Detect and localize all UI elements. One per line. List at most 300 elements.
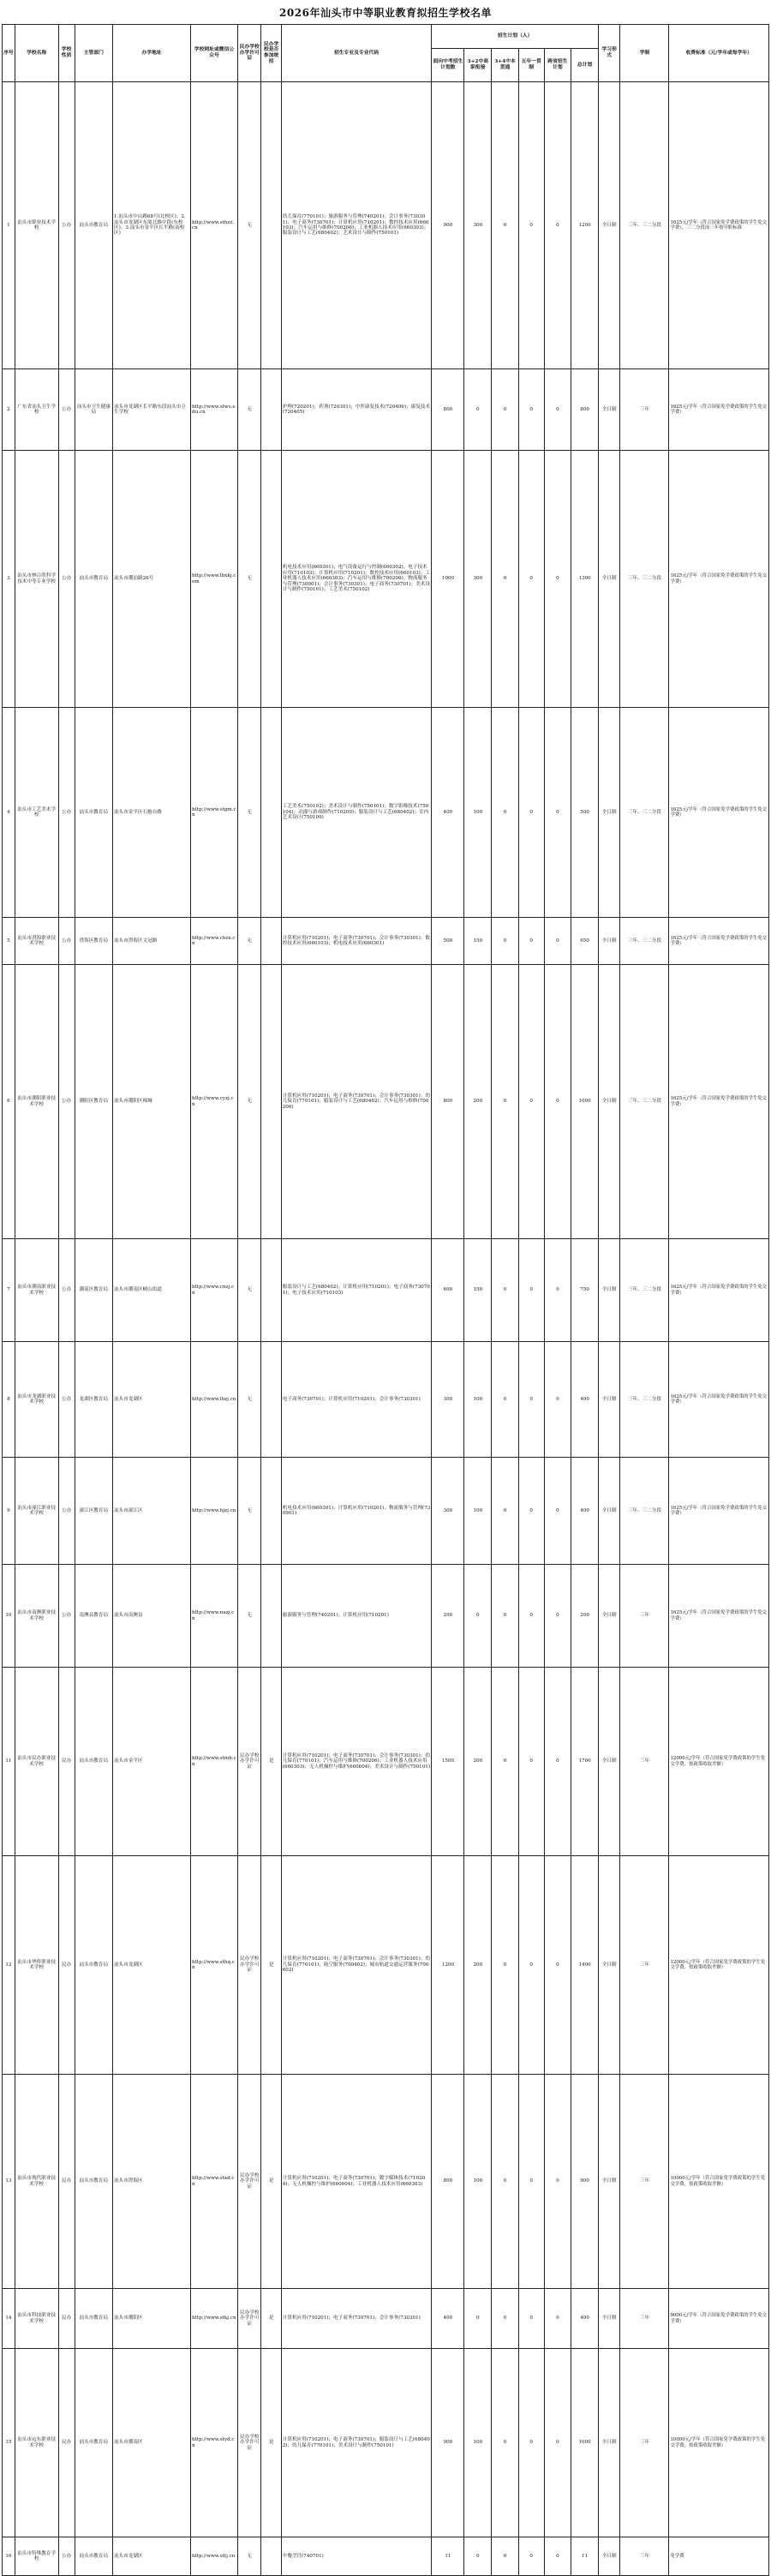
cell-plan-34: 0 [492,1668,519,1856]
cell-level: 民办 [58,1668,75,1856]
cell-plan-cross: 0 [544,82,571,369]
cell-plan-five: 0 [518,1239,544,1342]
cell-address: 汕头市龙湖区 [113,1856,191,2075]
cell-joint: 是 [261,2349,281,2537]
header-notice: 民办学校办学许可证 [237,25,261,82]
cell-plan-34: 0 [492,82,519,369]
cell-plan-34: 0 [492,1565,519,1668]
cell-plan-32: 100 [464,1342,492,1458]
cell-plan-34: 0 [492,965,519,1239]
cell-dept: 潮南区教育局 [75,1239,112,1342]
cell-school: 汕头市现代职业技术学校 [15,2075,58,2289]
cell-fee: 12000元/学年（符合国家免学费政策的学生免交学费，按政策收取差额） [669,1856,769,2075]
cell-plan-cross: 0 [544,2349,571,2537]
cell-dept: 汕头市卫生健康局 [75,369,112,451]
cell-level: 民办 [58,2349,75,2537]
cell-majors: 计算机应用(710201)；电子商务(730701)；数字媒体技术(710204)；无人机操控与维护(660604)；工业机器人技术应用(660303) [281,2075,432,2289]
cell-school: 汕头市潮阳职业技术学校 [15,965,58,1239]
cell-dept: 潮阳区教育局 [75,965,112,1239]
cell-dept: 汕头市教育局 [75,2289,112,2349]
cell-plan-34: 0 [492,1342,519,1458]
cell-plan-34: 0 [492,2349,519,2537]
cell-joint: 是 [261,1856,281,2075]
cell-website: http://www.hjzj.cn [190,1458,237,1565]
cell-dept: 汕头市教育局 [75,1668,112,1856]
cell-plan-exam: 400 [432,2289,464,2349]
cell-fee: 9000元/学年（符合国家免学费政策的学生免交学费） [669,2289,769,2349]
cell-website: http://www.cnzj.cn [190,1239,237,1342]
page-title: 2026年汕头市中等职业教育拟招生学校名单 [279,7,492,19]
cell-school: 汕头市特殊教育学校 [15,2537,58,2576]
cell-address: 汕头市澄海区 [113,2075,191,2289]
cell-mode: 全日制 [598,82,619,369]
cell-fee: 10000元/学年（符合国家免学费政策的学生免交学费，按政策收取差额） [669,2075,769,2289]
table-row [3,451,769,708]
cell-notice: 民办学校办学许可证 [237,2349,261,2537]
cell-fee: 1625元/学年（符合国家免学费政策的学生免交学费） [669,965,769,1239]
cell-school: 汕头市濠江职业技术学校 [15,1458,58,1565]
cell-plan-exam: 300 [432,1458,464,1565]
table-row [3,2075,769,2289]
cell-years: 三年 [620,2537,669,2576]
cell-plan-total: 200 [571,1565,599,1668]
cell-majors: 中餐烹饪(740701) [281,2537,432,2576]
table-row [3,708,769,918]
cell-notice: 民办学校办学许可证 [237,2289,261,2349]
cell-notice: 无 [237,2537,261,2576]
cell-dept: 汕头市教育局 [75,2075,112,2289]
cell-mode: 全日制 [598,1239,619,1342]
header-dept: 主管部门 [75,25,112,82]
cell-mode: 全日制 [598,708,619,918]
cell-plan-five: 0 [518,2289,544,2349]
cell-dept: 汕头市教育局 [75,2349,112,2537]
cell-plan-cross: 0 [544,451,571,708]
cell-fee: 1625元/学年（符合国家免学费政策的学生免交学费） [669,708,769,918]
cell-plan-five: 0 [518,82,544,369]
header-seq: 序号 [3,25,15,82]
cell-level: 民办 [58,1856,75,2075]
cell-plan-total: 1400 [571,1856,599,2075]
cell-seq: 8 [3,1342,15,1458]
cell-plan-exam: 900 [432,2349,464,2537]
cell-joint [261,918,281,965]
cell-joint [261,451,281,708]
cell-joint [261,1458,281,1565]
cell-seq: 12 [3,1856,15,2075]
cell-fee: 免学费 [669,2537,769,2576]
cell-majors: 机电技术应用(660301)；计算机应用(710201)；物流服务与管理(730901) [281,1458,432,1565]
cell-plan-total: 400 [571,1342,599,1458]
cell-mode: 全日制 [598,369,619,451]
cell-plan-cross: 0 [544,1342,571,1458]
cell-level: 公办 [58,918,75,965]
cell-plan-five: 0 [518,965,544,1239]
cell-majors: 计算机应用(710201)；电子商务(730701)；会计事务(730301)；幼儿保育(770101)；汽车运用与维修(700206)；工业机器人技术应用(660303)；无人机操控与维护(660604)；美术设计与制作(750101) [281,1668,432,1856]
cell-years: 三年 [620,1856,669,2075]
cell-seq: 3 [3,451,15,708]
header-website: 学校网址或微信公众号 [190,25,237,82]
cell-level: 公办 [58,2537,75,2576]
header-joint: 民办学校是否参加统招 [261,25,281,82]
cell-fee: 1625元/学年（符合国家免学费政策的学生免交学费） [669,451,769,708]
cell-school: 汕头市林百欣科学技术中等专业学校 [15,451,58,708]
cell-plan-34: 0 [492,2075,519,2289]
cell-plan-total: 1000 [571,2349,599,2537]
cell-years: 三年 [620,2349,669,2537]
cell-joint: 是 [261,1668,281,1856]
cell-website: http://www.sthq.cn [190,1856,237,2075]
cell-level: 公办 [58,1239,75,1342]
cell-school: 汕头市科技职业技术学校 [15,2289,58,2349]
cell-website: http://www.lhzj.cn [190,1342,237,1458]
cell-seq: 14 [3,2289,15,2349]
cell-plan-exam: 400 [432,708,464,918]
cell-plan-total: 1200 [571,82,599,369]
header-years: 学制 [620,25,669,82]
cell-years: 三年 [620,1668,669,1856]
cell-mode: 全日制 [598,1565,619,1668]
cell-majors: 计算机应用(710201)；电子商务(730701)；服装设计与工艺(680402)；幼儿保育(770101)；美术设计与制作(750101) [281,2349,432,2537]
cell-plan-exam: 1500 [432,1668,464,1856]
cell-website: http://www.stgm.cn [190,708,237,918]
cell-notice: 民办学校办学许可证 [237,1856,261,2075]
cell-fee: 1625元/学年（符合国家免学费政策的学生免交学费） [669,1565,769,1668]
header-mode: 学习形式 [598,25,619,82]
cell-notice: 无 [237,918,261,965]
header-school: 学校名称 [15,25,58,82]
cell-website: http://www.stkj.cn [190,2289,237,2349]
cell-plan-cross: 0 [544,965,571,1239]
cell-notice: 无 [237,369,261,451]
cell-dept: 南澳县教育局 [75,1565,112,1668]
header-address: 办学地址 [113,25,191,82]
cell-plan-total: 650 [571,918,599,965]
table-row [3,1565,769,1668]
cell-plan-32: 100 [464,1458,492,1565]
cell-plan-32: 100 [464,708,492,918]
cell-seq: 10 [3,1565,15,1668]
cell-school: 汕头市民办职业技术学校 [15,1668,58,1856]
cell-plan-five: 0 [518,369,544,451]
cell-majors: 幼儿保育(770101)；旅游服务与管理(740201)；会计事务(730301)；电子商务(730701)；计算机应用(710201)；数控技术应用(660103)；汽车运用与维修(700206)；工业机器人技术应用(660303)；服装设计与工艺(680402)；艺术设计与制作(750101) [281,82,432,369]
cell-years: 三年、三二分段 [620,451,669,708]
table-row [3,369,769,451]
cell-mode: 全日制 [598,2537,619,2576]
cell-level: 公办 [58,1458,75,1565]
cell-plan-exam: 800 [432,369,464,451]
cell-joint [261,82,281,369]
cell-school: 汕头市职业技术学校 [15,82,58,369]
cell-website: http://www.lbxkj.com [190,451,237,708]
cell-majors: 护理(720201)；药剂(720301)；中医康复技术(720406)；康复技术(720405) [281,369,432,451]
cell-plan-cross: 0 [544,918,571,965]
cell-years: 三年、三二分段 [620,1342,669,1458]
cell-plan-34: 0 [492,1856,519,2075]
header-plan-col: 跨省招生计划 [544,49,571,82]
cell-joint [261,369,281,451]
cell-plan-32: 200 [464,965,492,1239]
cell-plan-cross: 0 [544,2537,571,2576]
cell-majors: 旅游服务与管理(740201)；计算机应用(710201) [281,1565,432,1668]
cell-plan-34: 0 [492,1458,519,1565]
cell-plan-total: 750 [571,1239,599,1342]
cell-dept: 汕头市教育局 [75,708,112,918]
cell-dept: 澄海区教育局 [75,918,112,965]
cell-majors: 机电技术应用(660301)；电气设备运行与控制(660302)；电子技术应用(710103)；计算机应用(710201)；数控技术应用(660103)；工业机器人技术应用(660303)；汽车运用与维修(700206)；物流服务与管理(730901)；会计事务(730301)；电子商务(730701)；美术设计与制作(750101)；工艺美术(750102) [281,451,432,708]
cell-website: http://www.nazj.cn [190,1565,237,1668]
cell-plan-cross: 0 [544,2075,571,2289]
cell-address: 汕头市潮汕路26号 [113,451,191,708]
header-fee: 收费标准（元/学年或每学年） [669,25,769,82]
cell-plan-32: 300 [464,82,492,369]
cell-plan-cross: 0 [544,2289,571,2349]
cell-plan-total: 900 [571,2075,599,2289]
header-plan-col: 3+2中高职衔接 [464,49,492,82]
cell-plan-34: 0 [492,2289,519,2349]
cell-plan-total: 800 [571,369,599,451]
cell-address: 汕头市龙湖区 [113,1342,191,1458]
cell-years: 三年 [620,2289,669,2349]
cell-plan-34: 0 [492,2537,519,2576]
cell-level: 民办 [58,2289,75,2349]
cell-address: 汕头市南澳县 [113,1565,191,1668]
table-row [3,2537,769,2576]
cell-plan-exam: 11 [432,2537,464,2576]
cell-school: 广东省汕头卫生学校 [15,369,58,451]
table-row [3,2289,769,2349]
cell-dept: 汕头市教育局 [75,2537,112,2576]
cell-fee: 1625元/学年（符合国家免学费政策的学生免交学费） [669,1342,769,1458]
cell-notice: 无 [237,1565,261,1668]
cell-years: 三年、三二分段 [620,1239,669,1342]
cell-mode: 全日制 [598,2349,619,2537]
table-row [3,918,769,965]
cell-seq: 5 [3,918,15,965]
cell-school: 汕头市南澳职业技术学校 [15,1565,58,1668]
table-row [3,1458,769,1565]
cell-mode: 全日制 [598,2075,619,2289]
cell-address: 1.汕头市中山路68号(北校区)；2.汕头市龙湖区东厦北路中段(东校区)；3.汕头市金平区长平路(南校区) [113,82,191,369]
cell-plan-five: 0 [518,2349,544,2537]
cell-website: http://www.styd.cn [190,2349,237,2537]
cell-plan-five: 0 [518,918,544,965]
cell-majors: 工艺美术(750102)；美术设计与制作(750101)；数字影像技术(750104)；动漫与游戏制作(710209)；服装设计与工艺(680402)；室内艺术设计(750109) [281,708,432,918]
cell-plan-exam: 800 [432,2075,464,2289]
cell-plan-cross: 0 [544,1458,571,1565]
cell-website: http://www.stws.edu.cn [190,369,237,451]
cell-plan-cross: 0 [544,1239,571,1342]
cell-address: 汕头市潮南区峡山街道 [113,1239,191,1342]
cell-plan-exam: 600 [432,1239,464,1342]
cell-notice: 无 [237,708,261,918]
cell-school: 汕头市工艺美术学校 [15,708,58,918]
cell-dept: 汕头市教育局 [75,82,112,369]
cell-level: 公办 [58,1565,75,1668]
cell-plan-total: 400 [571,1458,599,1565]
cell-plan-32: 0 [464,369,492,451]
cell-plan-exam: 200 [432,1565,464,1668]
cell-mode: 全日制 [598,2289,619,2349]
cell-address: 汕头市金平区石炮台路 [113,708,191,918]
cell-mode: 全日制 [598,1458,619,1565]
header-plan-col: 总计划 [571,49,599,82]
cell-address: 汕头市金平区 [113,1668,191,1856]
cell-plan-five: 0 [518,451,544,708]
cell-majors: 计算机应用(710201)；电子商务(730701)；会计事务(730301)；幼儿保育(770101)；服装设计与工艺(680402)；汽车运用与维修(700206) [281,965,432,1239]
table-row [3,1856,769,2075]
cell-plan-32: 150 [464,1239,492,1342]
cell-plan-five: 0 [518,1458,544,1565]
cell-plan-32: 150 [464,918,492,965]
cell-plan-32: 100 [464,2349,492,2537]
cell-joint: 是 [261,2289,281,2349]
cell-years: 三年、三二分段 [620,965,669,1239]
cell-seq: 15 [3,2349,15,2537]
header-plan-col: 五年一贯制 [518,49,544,82]
cell-fee: 12000元/学年（符合国家免学费政策的学生免交学费，按政策收取差额） [669,1668,769,1856]
header-plan-col: 面向中考招生计划数 [432,49,464,82]
cell-mode: 全日制 [598,918,619,965]
cell-years: 三年 [620,1565,669,1668]
cell-plan-34: 0 [492,708,519,918]
cell-dept: 汕头市教育局 [75,1856,112,2075]
cell-dept: 龙湖区教育局 [75,1342,112,1458]
cell-plan-exam: 1000 [432,451,464,708]
cell-plan-cross: 0 [544,1668,571,1856]
cell-seq: 2 [3,369,15,451]
cell-plan-total: 11 [571,2537,599,2576]
table-row [3,1239,769,1342]
header-row [3,25,769,49]
cell-seq: 4 [3,708,15,918]
cell-plan-total: 400 [571,2289,599,2349]
cell-plan-total: 500 [571,708,599,918]
header-plan-col: 3+4中本贯通 [492,49,519,82]
cell-joint [261,965,281,1239]
cell-fee: 1625元/学年（符合国家免学费政策的学生免交学费） [669,1239,769,1342]
cell-plan-32: 300 [464,451,492,708]
cell-plan-34: 0 [492,918,519,965]
cell-years: 三年、三二分段 [620,708,669,918]
cell-seq: 9 [3,1458,15,1565]
table-row [3,2349,769,2537]
cell-seq: 13 [3,2075,15,2289]
cell-joint [261,1565,281,1668]
header-majors: 招生专业及专业代码 [281,25,432,82]
cell-notice: 民办学校办学许可证 [237,2075,261,2289]
table-row [3,965,769,1239]
cell-school: 汕头市澄海职业技术学校 [15,918,58,965]
cell-plan-cross: 0 [544,708,571,918]
cell-majors: 计算机应用(710201)；电子商务(730701)；会计事务(730301)；幼儿保育(770101)；航空服务(700402)；城市轨道交通运营服务(700602) [281,1856,432,2075]
cell-plan-32: 200 [464,1668,492,1856]
cell-school: 汕头市潮南职业技术学校 [15,1239,58,1342]
cell-fee: 1625元/学年（符合国家免学费政策的学生免交学费） [669,1458,769,1565]
cell-plan-32: 0 [464,1565,492,1668]
cell-level: 公办 [58,1342,75,1458]
cell-plan-five: 0 [518,1856,544,2075]
cell-plan-five: 0 [518,1565,544,1668]
cell-plan-exam: 1200 [432,1856,464,2075]
cell-level: 公办 [58,82,75,369]
cell-website: http://www.sttj.cn [190,2537,237,2576]
cell-website: http://www.cyzj.cn [190,965,237,1239]
cell-joint: 是 [261,2075,281,2289]
cell-notice: 无 [237,451,261,708]
cell-website: http://www.sthzz.cn [190,82,237,369]
cell-address: 汕头市潮南区 [113,2349,191,2537]
cell-notice: 民办学校办学许可证 [237,1668,261,1856]
cell-plan-total: 1300 [571,451,599,708]
cell-notice: 无 [237,82,261,369]
cell-plan-exam: 300 [432,1342,464,1458]
cell-plan-34: 0 [492,451,519,708]
cell-fee: 1625元/学年（符合国家免学费政策的学生免交学费），三二分段前三年按中职标准 [669,82,769,369]
cell-mode: 全日制 [598,1856,619,2075]
cell-website: http://www.chzx.cn [190,918,237,965]
cell-plan-32: 200 [464,1856,492,2075]
cell-joint [261,1239,281,1342]
cell-plan-32: 0 [464,2289,492,2349]
cell-plan-five: 0 [518,2537,544,2576]
cell-mode: 全日制 [598,1342,619,1458]
cell-plan-total: 1700 [571,1668,599,1856]
table-row [3,82,769,369]
cell-years: 三年、三二分段 [620,918,669,965]
cell-plan-32: 100 [464,2075,492,2289]
cell-plan-exam: 500 [432,918,464,965]
header-plan: 招生计划（人） [432,25,599,49]
cell-plan-32: 0 [464,2537,492,2576]
cell-dept: 汕头市教育局 [75,451,112,708]
cell-years: 三年 [620,2075,669,2289]
cell-level: 公办 [58,965,75,1239]
cell-address: 汕头市濠江区 [113,1458,191,1565]
cell-joint [261,1342,281,1458]
cell-joint [261,2537,281,2576]
cell-majors: 计算机应用(710201)；电子商务(730701)；会计事务(730301) [281,2289,432,2349]
cell-plan-cross: 0 [544,1856,571,2075]
cell-level: 民办 [58,2075,75,2289]
table-row [3,1342,769,1458]
cell-years: 三年、三二分段 [620,1458,669,1565]
table-body [3,82,769,2576]
cell-plan-exam: 800 [432,965,464,1239]
cell-plan-cross: 0 [544,1565,571,1668]
cell-school: 汕头市远东职业技术学校 [15,2349,58,2537]
cell-website: http://www.stmb.cn [190,1668,237,1856]
header-level: 学校性质 [58,25,75,82]
cell-seq: 1 [3,82,15,369]
cell-fee: 1625元/学年（符合国家免学费政策的学生免交学费） [669,918,769,965]
cell-majors: 计算机应用(710201)；电子商务(730701)；会计事务(730301)；数控技术应用(660103)；机电技术应用(660301) [281,918,432,965]
cell-years: 三年、三二分段 [620,82,669,369]
cell-plan-34: 0 [492,1239,519,1342]
cell-address: 汕头市龙湖区长平路东段汕头市卫生学校 [113,369,191,451]
cell-address: 汕头市龙湖区 [113,2537,191,2576]
cell-fee: 1625元/学年（符合国家免学费政策的学生免交学费） [669,369,769,451]
cell-plan-total: 1000 [571,965,599,1239]
cell-plan-five: 0 [518,2075,544,2289]
cell-plan-five: 0 [518,708,544,918]
cell-notice: 无 [237,965,261,1239]
cell-seq: 16 [3,2537,15,2576]
cell-mode: 全日制 [598,965,619,1239]
cell-address: 汕头市澄海区文冠路 [113,918,191,965]
enrollment-table [2,24,769,2576]
table-row [3,1668,769,1856]
